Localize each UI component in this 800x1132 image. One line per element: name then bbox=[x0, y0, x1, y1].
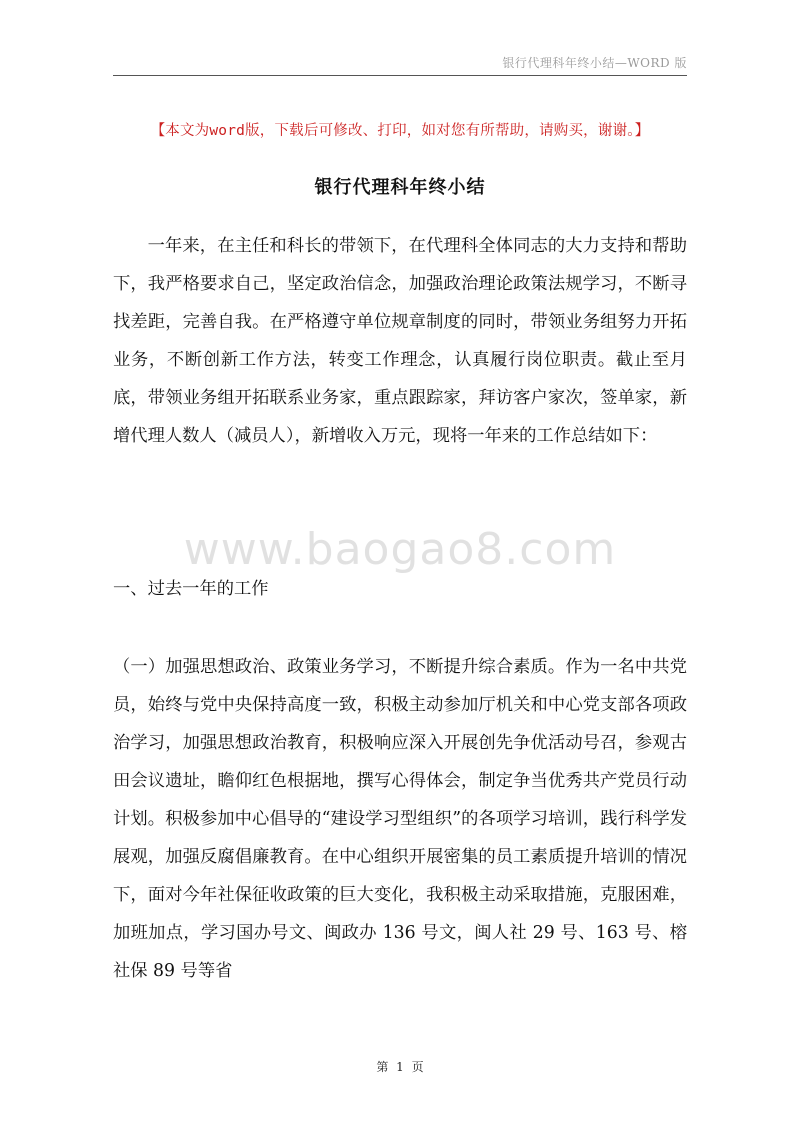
header-divider bbox=[113, 75, 687, 76]
intro-paragraph: 一年来，在主任和科长的带领下，在代理科全体同志的大力支持和帮助下，我严格要求自己，坚定政治信念，加强政治理论政策法规学习，不断寻找差距，完善自我。在严格遵守单位规章制度的同时，带领业务组努力开拓业务，不断创新工作方法，转变工作理念，认真履行岗位职责。截止至月底，带领业务组开拓联系业务家，重点跟踪家，拜访客户家次，签单家，新增代理人数人（减员人），新增收入万元，现将一年来的工作总结如下： bbox=[113, 236, 687, 446]
page-number: 第 1 页 bbox=[376, 1060, 424, 1074]
running-header: 银行代理科年终小结—WORD 版 bbox=[502, 56, 687, 70]
watermark: www.baogao8.com bbox=[183, 524, 617, 575]
purchase-notice: 【本文为word版，下载后可修改、打印，如对您有所帮助，请购买，谢谢。】 bbox=[150, 123, 650, 139]
body-paragraph: （一）加强思想政治、政策业务学习，不断提升综合素质。作为一名中共党员，始终与党中央保持高度一致，积极主动参加厅机关和中心党支部各项政治学习，加强思想政治教育，积极响应深入开展创先争优活动号召，参观古田会议遗址，瞻仰红色根据地，撰写心得体会，制定争当优秀共产党员行动计划。积极参加中心倡导的“建设学习型组织”的各项学习培训，践行科学发展观，加强反腐倡廉教育。在中心组织开展密集的员工素质提升培训的情况下，面对今年社保征收政策的巨大变化，我积极主动采取措施，克服困难，加班加点，学习国办号文、闽政办 136 号文，闽人社 29 号、163 号、榕社保 89 号等省 bbox=[113, 657, 687, 981]
section-heading: 一、过去一年的工作 bbox=[113, 579, 269, 599]
document-title: 银行代理科年终小结 bbox=[314, 177, 486, 198]
